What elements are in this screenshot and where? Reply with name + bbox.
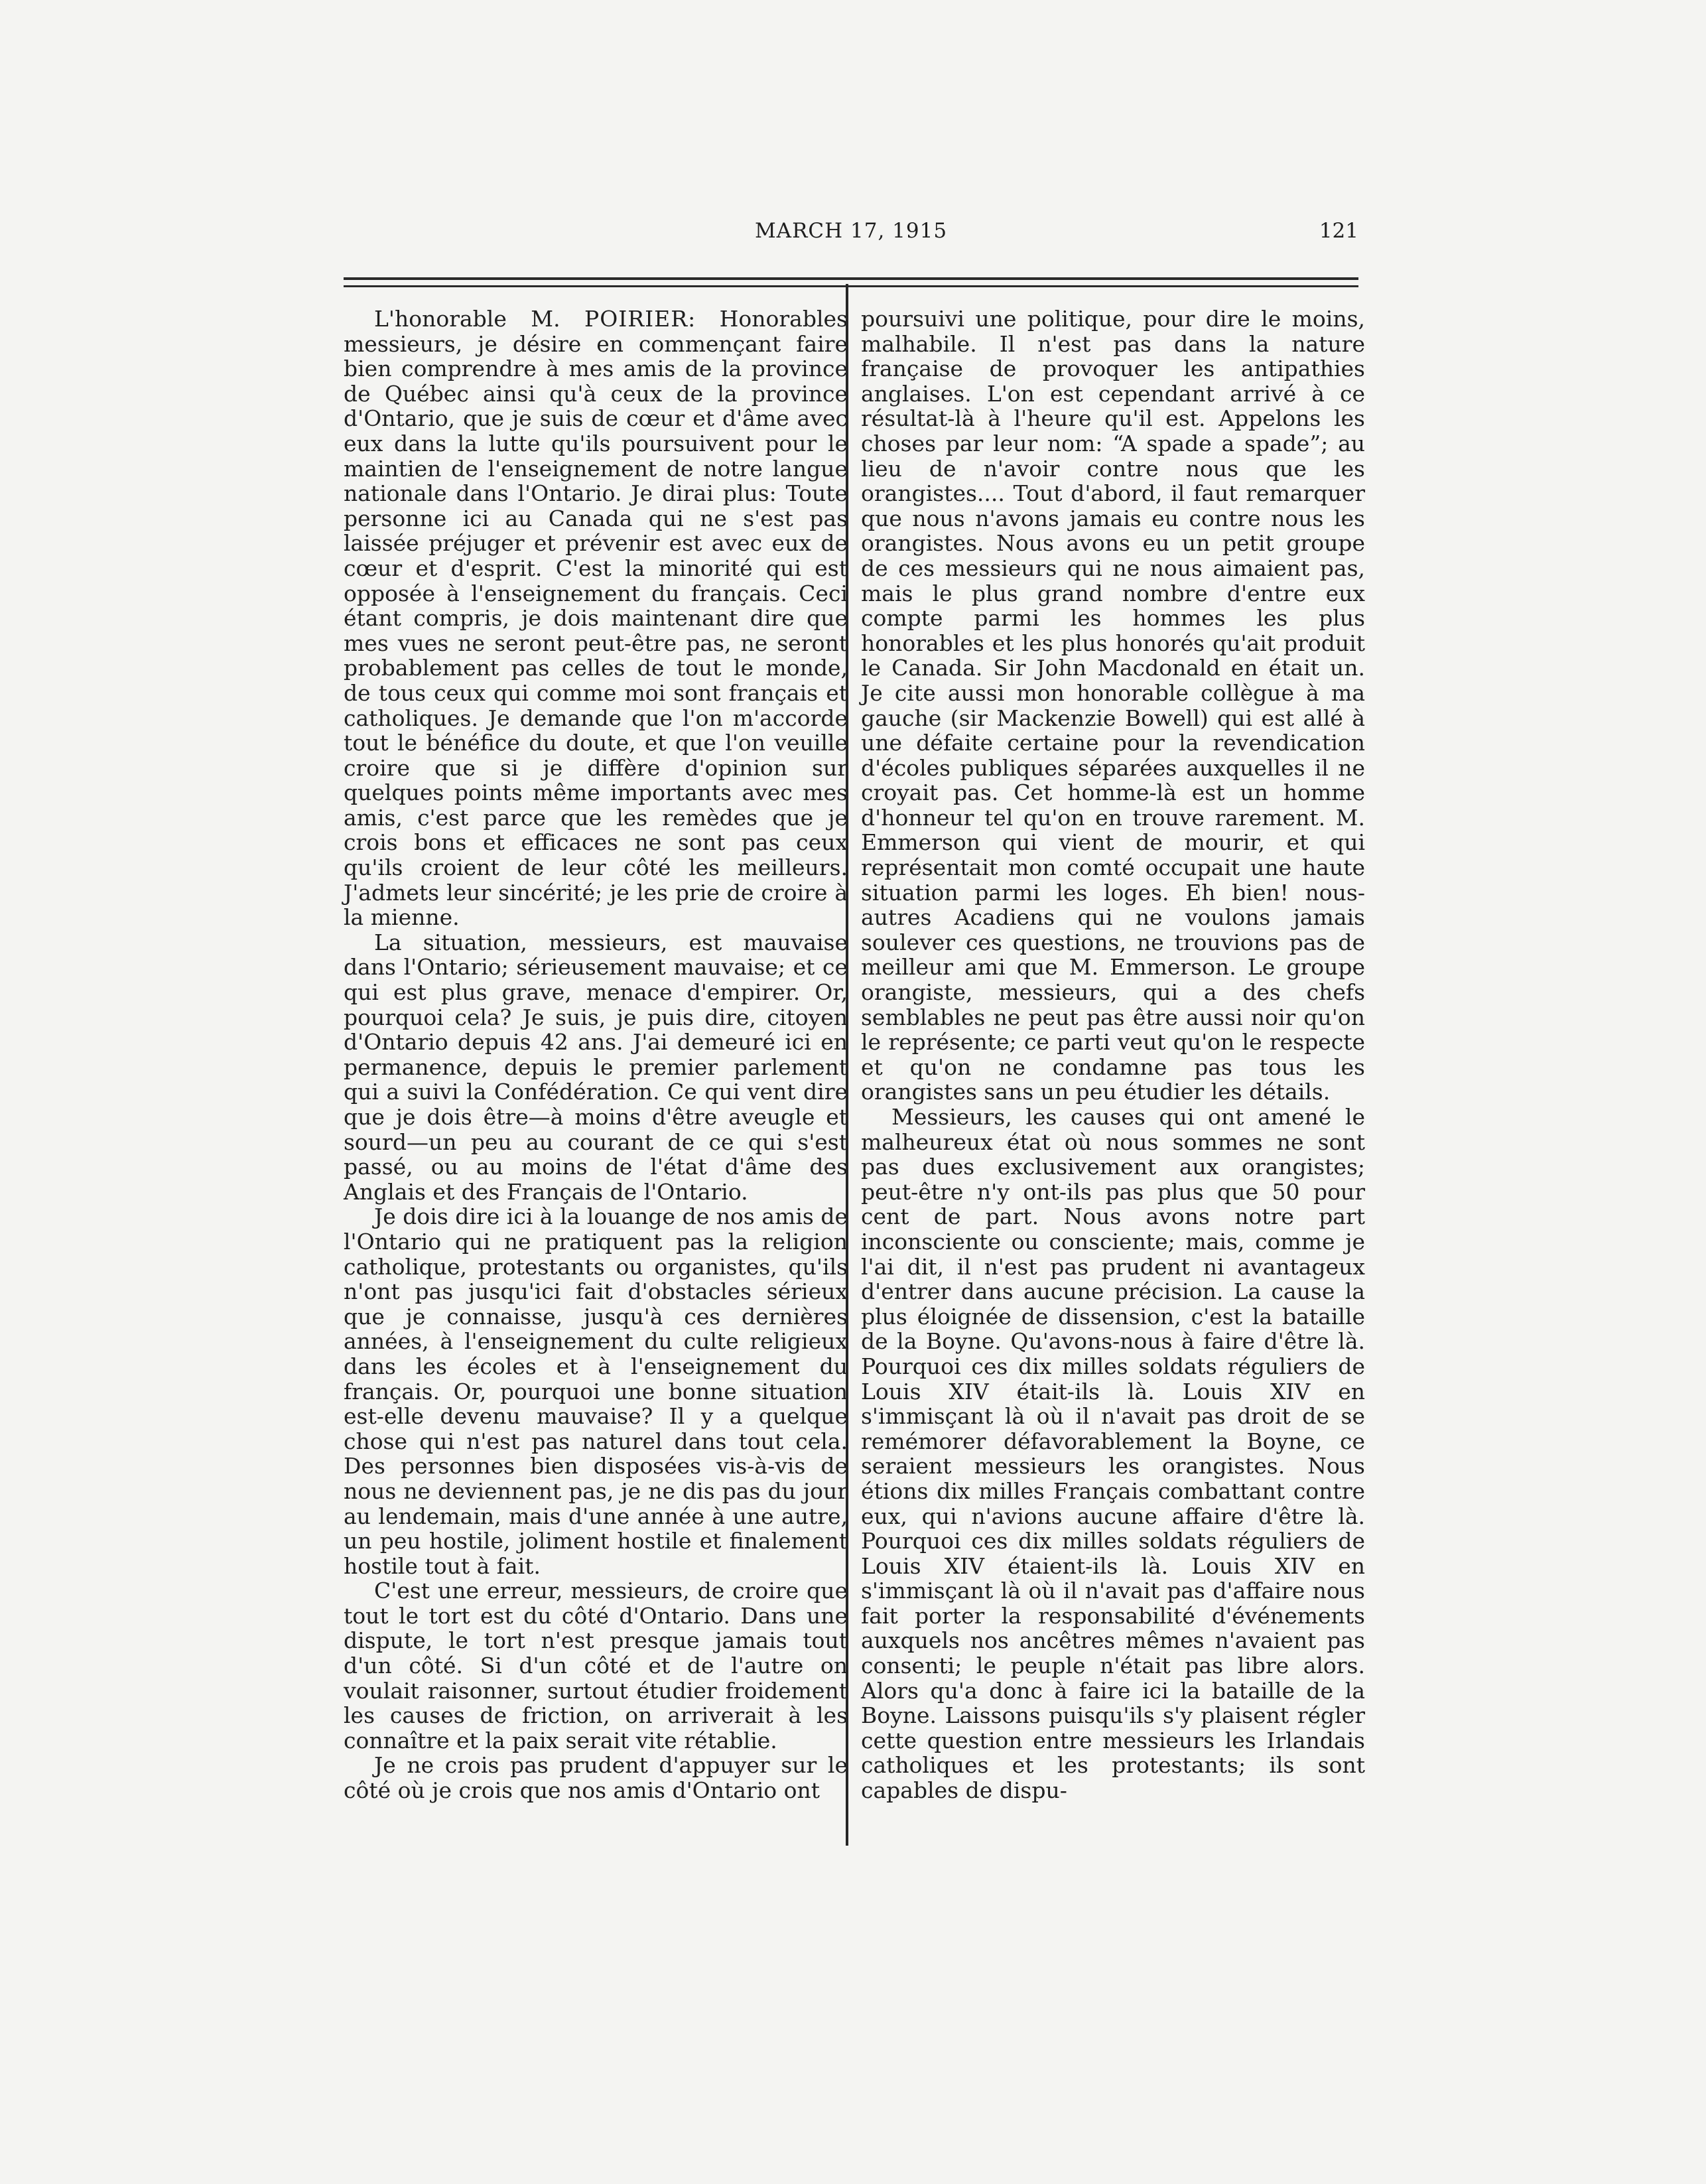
left-column	[344, 307, 848, 1803]
page-number: 121	[1319, 219, 1358, 243]
header-rule-bottom	[344, 285, 1358, 287]
paragraph: C'est une erreur, messieurs, de croire que tout le tort est du côté d'Ontario. Dans une dispute, le tort n'est presque jamais tout d'un côté. Si d'un côté et de l'autre on voulait raisonner, surtout étudier froidement les causes de friction, on arriverait à les connaître et la paix serait vite rétablie.	[344, 1578, 848, 1753]
page-date: MARCH 17, 1915	[754, 219, 948, 243]
paragraph: poursuivi une politique, pour dire le moins, malhabile. Il n'est pas dans la nature française de provoquer les antipathies anglaises. L'on est cependant arrivé à ce résultat-là à l'heure qu'il est. Appelons les choses par leur nom: “A spade a spade”; au lieu de n'avoir contre nous que les orangistes.... Tout d'abord, il faut remarquer que nous n'avons jamais eu contre nous les orangistes. Nous avons eu un petit groupe de ces messieurs qui ne nous aimaient pas, mais le plus grand nombre d'entre eux compte parmi les hommes les plus honorables et les plus honorés qu'ait produit le Canada. Sir John Macdonald en était un. Je cite aussi mon honorable collègue à ma gauche (sir Mackenzie Bowell) qui est allé à une défaite certaine pour la revendication d'écoles publiques séparées auxquelles il ne croyait pas. Cet homme-là est un homme d'honneur tel qu'on en trouve rarement. M. Emmerson qui vient de mourir, et qui représentait mon comté occupait une haute situation parmi les loges. Eh bien! nous-autres Acadiens qui ne voulons jamais soulever ces questions, ne trouvions pas de meilleur ami que M. Emmerson. Le groupe orangiste, messieurs, qui a des chefs semblables ne peut pas être aussi noir qu'on le représente; ce parti veut qu'on le respecte et qu'on ne condamne pas tous les orangistes sans un peu étudier les détails.	[861, 306, 1365, 1105]
header-rule-top	[344, 277, 1358, 280]
paragraph-text: : Honorables messieurs, je désire en commençant faire bien comprendre à mes amis de la province de Québec ainsi qu'à ceux de la province d'Ontario, que je suis de cœur et d'âme avec eux dans la lutte qu'ils poursuivent pour le maintien de l'enseignement de notre langue nationale dans l'Ontario. Je dirai plus: Toute personne ici au Canada qui ne s'est pas laissée préjuger et prévenir est avec eux de cœur et d'esprit. C'est la minorité qui est opposée à l'enseignement du français. Ceci étant compris, je dois maintenant dire que mes vues ne seront peut-être pas, ne seront probablement pas celles de tout le monde, de tous ceux qui comme moi sont français et catholiques. Je demande que l'on m'accorde tout le bénéfice du doute, et que l'on veuille croire que si je diffère d'opinion sur quelques points même importants avec mes amis, c'est parce que les remèdes que je crois bons et efficaces ne sont pas ceux qu'ils croient de leur côté les meilleurs. J'admets leur sincérité; je les prie de croire à la mienne.	[344, 306, 848, 931]
right-column	[861, 307, 1365, 1803]
speaker-name: POIRIER	[584, 306, 689, 332]
speaker-prefix: L'honorable M.	[374, 306, 584, 332]
paragraph: Je ne crois pas prudent d'appuyer sur le côté où je crois que nos amis d'Ontario ont	[344, 1752, 848, 1804]
paragraph: Je dois dire ici à la louange de nos amis de l'Ontario qui ne pratiquent pas la religion catholique, protestants ou organistes, qu'ils n'ont pas jusqu'ici fait d'obstacles sérieux que je connaisse, jusqu'à ces dernières années, à l'enseignement du culte religieux dans les écoles et à l'enseignement du français. Or, pourquoi une bonne situation est-elle devenu mauvaise? Il y a quelque chose qui n'est pas naturel dans tout cela. Des personnes bien disposées vis-à-vis de nous ne deviennent pas, je ne dis pas du jour au lendemain, mais d'une année à une autre, un peu hostile, joliment hostile et finalement hostile tout à fait.	[344, 1203, 848, 1579]
paragraph: Messieurs, les causes qui ont amené le malheureux état où nous sommes ne sont pas dues exclusivement aux orangistes; peut-être n'y ont-ils pas plus que 50 pour cent de part. Nous avons notre part inconsciente ou consciente; mais, comme je l'ai dit, il n'est pas prudent ni avantageux d'entrer dans aucune précision. La cause la plus éloignée de dissension, c'est la bataille de la Boyne. Qu'avons-nous à faire d'être là. Pourquoi ces dix milles soldats réguliers de Louis XIV était-ils là. Louis XIV en s'immisçant là où il n'avait pas droit de se remémorer défavorablement la Boyne, ce seraient messieurs les orangistes. Nous étions dix milles Français combattant contre eux, qui n'avions aucune affaire d'être là. Pourquoi ces dix milles soldats réguliers de Louis XIV étaient-ils là. Louis XIV en s'immisçant là où il n'avait pas d'affaire nous fait porter la responsabilité d'événements auxquels nos ancêtres mêmes n'avaient pas consenti; le peuple n'était pas libre alors. Alors qu'a donc à faire ici la bataille de la Boyne. Laissons puisqu'ils s'y plaisent régler cette question entre messieurs les Irlandais catholiques et les protestants; ils sont capables de dispu-	[861, 1104, 1365, 1804]
page-header	[344, 219, 1358, 259]
paragraph: La situation, messieurs, est mauvaise dans l'Ontario; sérieusement mauvaise; et ce qui est plus grave, menace d'empirer. Or, pourquoi cela? Je suis, je puis dire, citoyen d'Ontario depuis 42 ans. J'ai demeuré ici en permanence, depuis le premier parlement qui a suivi la Confédération. Ce qui vent dire que je dois être—à moins d'être aveugle et sourd—un peu au courant de ce qui s'est passé, ou au moins de l'état d'âme des Anglais et des Français de l'Ontario.	[344, 929, 848, 1205]
paragraph	[344, 307, 848, 930]
